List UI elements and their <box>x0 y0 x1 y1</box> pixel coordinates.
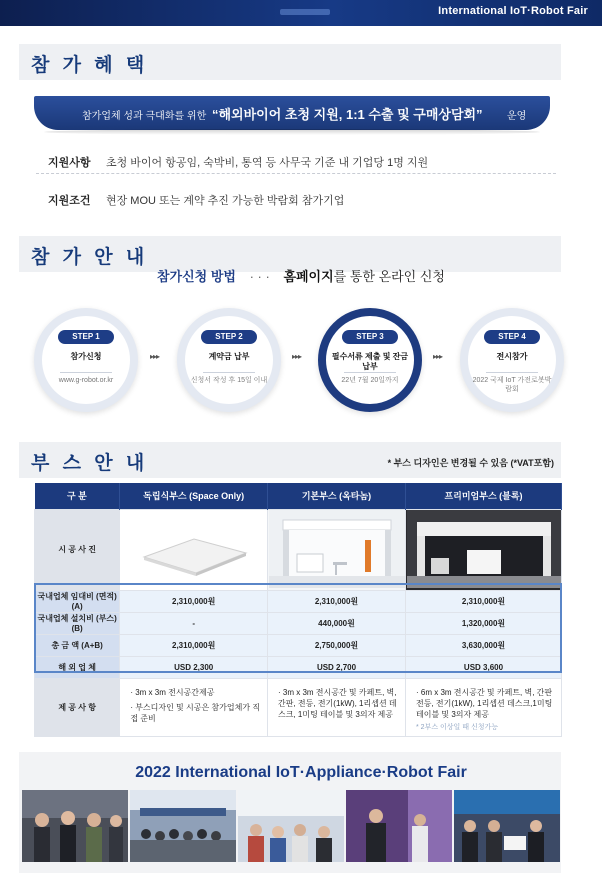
step-badge: STEP 3 <box>342 330 398 344</box>
step-name: 계약금 납부 <box>208 352 250 361</box>
table-header: 독립식부스 (Space Only) <box>120 483 268 509</box>
booth-title: 부 스 안 내 <box>31 453 149 474</box>
apply-highlight: 홈페이지 <box>283 269 334 284</box>
floor-plate-image <box>134 519 254 579</box>
condition-key: 지원조건 <box>48 195 91 207</box>
provided-cell <box>406 678 562 736</box>
step-sub: 2022 국제 IoT 가전로봇박람회 <box>472 377 552 393</box>
step-badge: STEP 2 <box>201 330 257 344</box>
header-mark <box>280 9 330 15</box>
price-cell: 2,310,000원 <box>120 590 268 612</box>
booth-photo-basic <box>268 509 406 590</box>
table-header: 구 분 <box>35 483 120 509</box>
price-cell: USD 3,600 <box>406 656 562 678</box>
apply-label: 참가신청 방법 <box>157 269 236 284</box>
booth-table <box>34 483 562 737</box>
booth-photo-premium <box>406 509 562 590</box>
price-label: 국내업체 설치비 (부스) (B) <box>35 612 120 634</box>
price-label: 해 외 업 체 <box>35 656 120 678</box>
benefits-title: 참 가 혜 택 <box>31 55 149 76</box>
price-cell: 3,630,000원 <box>406 634 562 656</box>
step-4-circle <box>460 308 564 412</box>
table-header: 기본부스 (옥타놈) <box>268 483 406 509</box>
provided-note: * 2부스 이상일 때 신청가능 <box>416 723 499 731</box>
condition-key: 지원사항 <box>48 157 91 169</box>
provided-label: 제 공 사 항 <box>35 678 120 736</box>
apply-dots: · · · <box>249 269 270 284</box>
price-label: 총 금 액 (A+B) <box>35 634 120 656</box>
table-row <box>35 656 562 678</box>
step-badge: STEP 4 <box>484 330 540 344</box>
fair-photo-5 <box>454 790 560 862</box>
booth-photo-space-only <box>120 509 268 590</box>
booth-note: * 부스 디자인은 변경될 수 있음 (*VAT포함) <box>387 458 554 468</box>
table-row <box>35 509 562 590</box>
banner-pre-text: 참가업체 성과 극대화를 위한 <box>82 111 207 122</box>
price-cell: 440,000원 <box>268 612 406 634</box>
price-cell: 2,310,000원 <box>120 634 268 656</box>
fair-photo-2 <box>130 790 236 862</box>
condition-value: 초청 바이어 항공임, 숙박비, 통역 등 사무국 기준 내 기업당 1명 지원 <box>106 157 429 169</box>
provided-item: · 3m x 3m 전시공간 및 카페트, 벽, 간판, 전등, 전기(1kW), 1리셉션 데스크, 1미팅 테이블 및 3의자 제공 <box>278 687 397 719</box>
fair-photo-4 <box>346 790 452 862</box>
table-row <box>35 612 562 634</box>
condition-value: 현장 MOU 또는 계약 추진 가능한 박람회 참가기업 <box>106 195 345 207</box>
price-cell: USD 2,700 <box>268 656 406 678</box>
step-name: 전시참가 <box>496 352 528 361</box>
step-sub: 22년 7월 20일까지 <box>341 377 399 384</box>
top-header-bar <box>0 0 602 26</box>
fair-photos <box>22 790 562 862</box>
step-divider <box>344 372 396 373</box>
table-header: 프리미엄부스 (블록) <box>406 483 562 509</box>
footer-strip <box>0 873 602 881</box>
price-cell: 2,310,000원 <box>406 590 562 612</box>
table-header-row <box>35 483 562 509</box>
fair-title: 2022 International IoT·Appliance·Robot Fair <box>135 764 467 781</box>
condition-row-requirement <box>36 184 556 212</box>
price-cell: - <box>120 612 268 634</box>
basic-booth-image <box>269 510 405 588</box>
price-cell: 1,320,000원 <box>406 612 562 634</box>
step-divider <box>60 372 112 373</box>
step-1-circle <box>34 308 138 412</box>
banner-quote: “해외바이어 초청 지원, 1:1 수출 및 구매상담회” <box>212 107 483 122</box>
provided-cell <box>120 678 268 736</box>
banner-post-text: 운영 <box>507 111 527 122</box>
benefits-banner <box>34 96 550 130</box>
guide-title: 참 가 안 내 <box>31 247 149 268</box>
price-cell: USD 2,300 <box>120 656 268 678</box>
brand-title: International IoT·Robot Fair <box>438 5 588 17</box>
step-arrow-icon: ▸▸▸ <box>150 352 160 361</box>
step-name: 필수서류 제출 및 잔금 납부 <box>331 352 409 371</box>
premium-booth-image <box>407 510 561 588</box>
step-divider <box>486 372 538 373</box>
step-arrow-icon: ▸▸▸ <box>433 352 443 361</box>
benefits-header <box>19 44 561 80</box>
provided-item: · 6m x 3m 전시공간 및 카페트, 벽, 간판 전등, 전기(1kW), 1리셉션 데스크,1미팅 테이블 및 3의자 제공 <box>416 687 553 719</box>
step-2-circle <box>177 308 281 412</box>
provided-cell <box>268 678 406 736</box>
fair-photo-1 <box>22 790 128 862</box>
step-name: 참가신청 <box>70 352 102 361</box>
banner-shadow <box>44 129 540 135</box>
provided-item: · 3m x 3m 전시공간제공 <box>130 687 215 697</box>
table-row <box>35 590 562 612</box>
apply-method <box>0 266 602 285</box>
step-divider <box>203 372 255 373</box>
fair-photo-3 <box>238 790 344 862</box>
step-3-circle <box>318 308 422 412</box>
step-sub: www.g-robot.or.kr <box>58 377 114 384</box>
step-arrow-icon: ▸▸▸ <box>292 352 302 361</box>
step-badge: STEP 1 <box>58 330 114 344</box>
apply-rest: 를 통한 온라인 신청 <box>333 269 445 284</box>
price-label: 국내업체 임대비 (면적) (A) <box>35 590 120 612</box>
table-row <box>35 678 562 736</box>
provided-item: · 부스디자인 및 시공은 참가업체가 직접 준비 <box>130 702 261 723</box>
photo-label: 시 공 사 진 <box>35 509 120 590</box>
table-row <box>35 634 562 656</box>
price-cell: 2,750,000원 <box>268 634 406 656</box>
condition-row-support <box>36 146 556 174</box>
price-cell: 2,310,000원 <box>268 590 406 612</box>
step-sub: 신청서 작성 후 15일 이내 <box>190 377 268 384</box>
